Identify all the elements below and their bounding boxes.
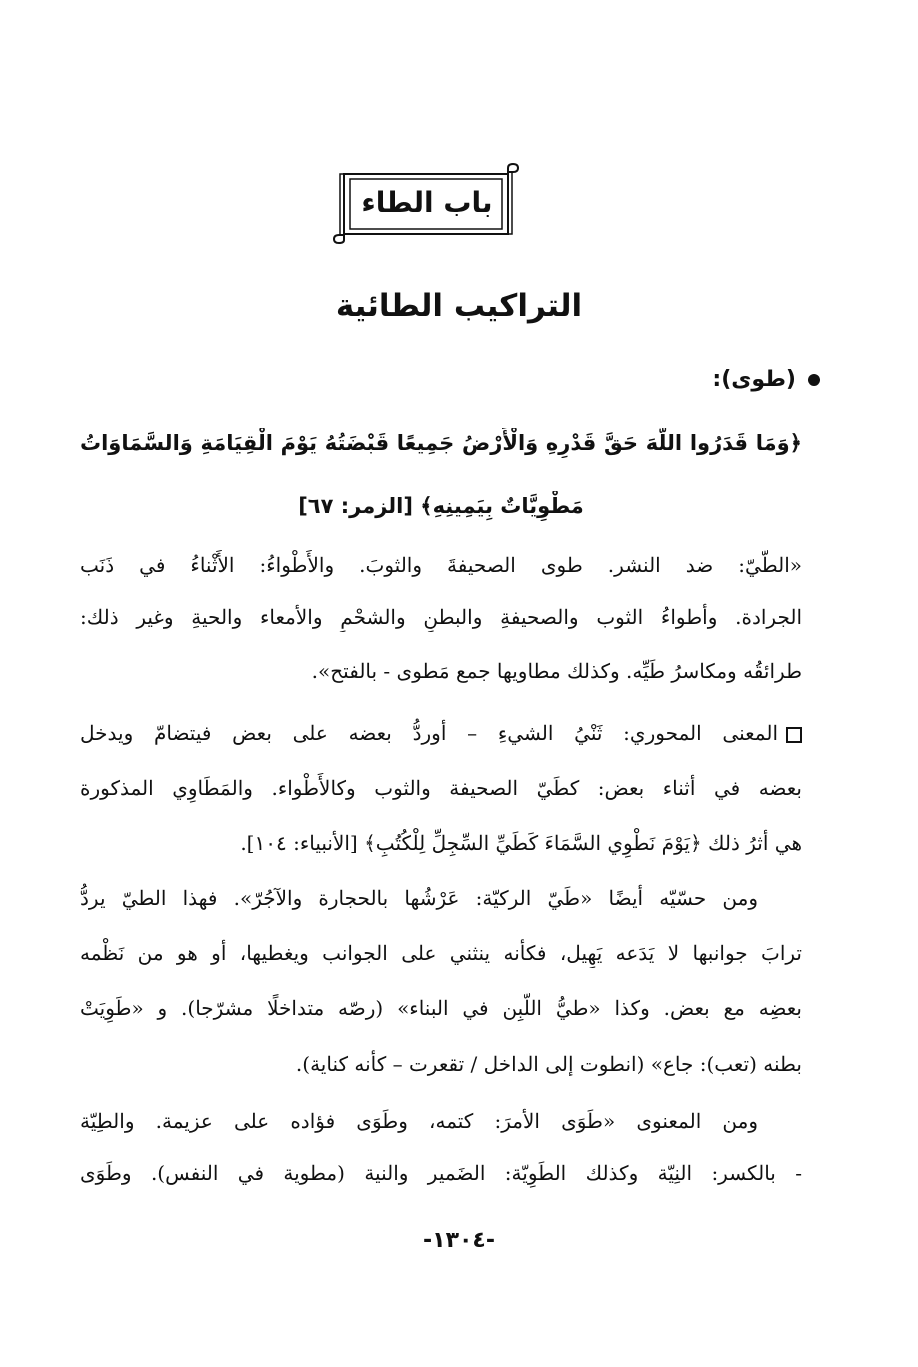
verse-line: مَطْوِيَّاتٌ بِيَمِينِهِ﴾ [الزمر: ٦٧] [298, 494, 584, 518]
abstract-meaning-line: ومن المعنوى «طَوَى الأمرَ: كتمه، وطَوَى فؤاده على عزيمة. والطِيّة [80, 1109, 758, 1133]
sensory-meaning-line: بعضِه مع بعض. وكذا «طيُّ اللَّبِن في البناء» (رصّه متداخلًا مشرّجا). و «طَوِيَتْ [80, 996, 802, 1020]
chapter-title: باب الطاء [361, 186, 493, 219]
core-meaning-line: بعضه في أثناء بعض: كطَيّ الصحيفة والثوب وكالأَطْواء. والمَطَاوِي المذكورة [80, 776, 802, 800]
root-entry [712, 360, 820, 400]
page-number: -١٣٠٤- [423, 1228, 495, 1253]
bullet-icon [808, 374, 820, 386]
core-meaning-line: هي أثرُ ذلك ﴿يَوْمَ نَطْوِي السَّمَاءَ كَطَيِّ السِّجِلِّ لِلْكُتُبِ﴾ [الأنبياء: ١٠٤]. [240, 831, 802, 855]
abstract-meaning-line: - بالكسر: النِيّة وكذلك الطَوِيّة: الضَمير والنية (مطوية في النفس). وطَوَى [80, 1161, 802, 1185]
verse-line: ﴿وَمَا قَدَرُوا اللَّهَ حَقَّ قَدْرِهِ وَالْأَرْضُ جَمِيعًا قَبْضَتُهُ يَوْمَ الْقِيَامَةِ وَالسَّمَاوَاتُ [80, 431, 802, 455]
chapter-heading-scroll [330, 162, 522, 244]
sensory-meaning-line: بطنه (تعب): جاع» (انطوت إلى الداخل / تقعرت – كأنه كناية). [295, 1052, 802, 1076]
dictionary-quote-line: طرائقُه ومكاسرُ طَيِّه. وكذلك مطاويها جمع مَطوى - بالفتح». [311, 659, 802, 683]
dictionary-quote-line: «الطَّيّ: ضد النشر. طوى الصحيفةَ والثوبَ. والأَطْواءُ: الأَثْناءُ في ذَنَب [80, 553, 802, 577]
section-title: التراكيب الطائية [335, 288, 583, 324]
sensory-meaning-line: ومن حسّيّه أيضًا «طَيّ الركيّة: عَرْشُها بالحجارة والآجُرّ». فهذا الطيّ يردُّ [80, 886, 758, 910]
sensory-meaning-line: ترابَ جوانبها لا يَدَعه يَهِيل، فكأنه ينثني على الجوانب ويغطيها، أو هو من نَظْمه [80, 941, 802, 965]
core-meaning-line [80, 718, 802, 748]
core-meaning-text: المعنى المحوري: ثَنْيُ الشيءِ – أوردُّ بعضه على بعض فيتضامّ ويدخل [80, 721, 778, 745]
root-entry-text: (طوى): [712, 367, 796, 392]
dictionary-quote-line: الجرادة. وأطواءُ الثوب والصحيفةِ والبطنِ والشحْمِ والأمعاء والحيةِ وغير ذلك: [80, 605, 802, 629]
square-bullet-icon [786, 727, 802, 743]
